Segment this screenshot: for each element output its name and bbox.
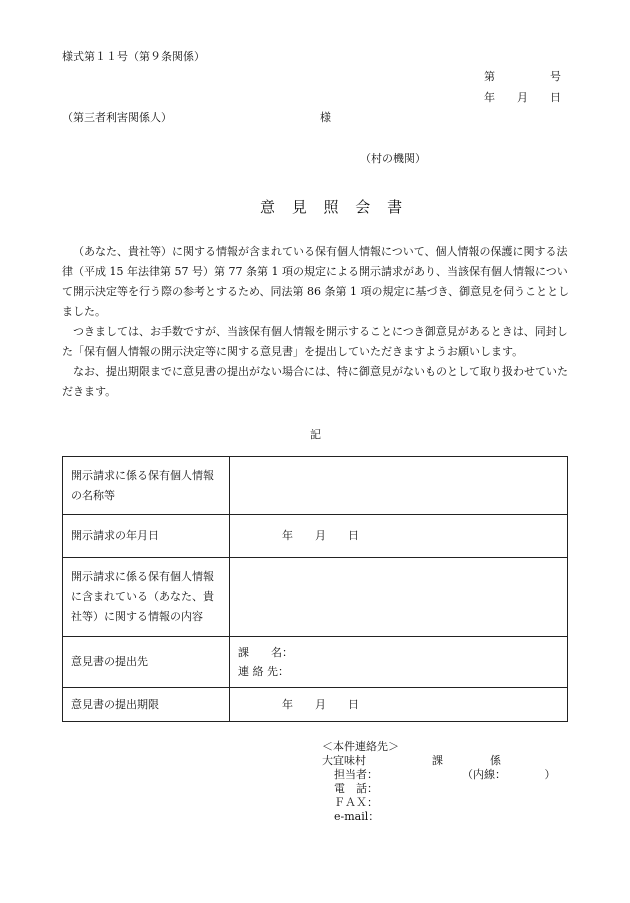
submission-deadline-label: 意見書の提出期限 bbox=[63, 688, 230, 722]
submission-destination-value bbox=[230, 637, 568, 688]
contact-tanto: 担当者： bbox=[334, 768, 378, 781]
table-row bbox=[63, 637, 568, 688]
submission-destination-label: 意見書の提出先 bbox=[63, 637, 230, 688]
body-text bbox=[62, 242, 570, 402]
document-number: 第 号 bbox=[484, 70, 561, 83]
contact-fax: ＦＡＸ： bbox=[334, 796, 378, 809]
recipient-honorific: 様 bbox=[320, 111, 331, 124]
body-paragraph-1: （あなた、貴社等）に関する情報が含まれている保有個人情報について、個人情報の保護に関する法律（平成 15 年法律第 57 号）第 77 条第 1 項の規定による開示請求があり、当該保有個人情報について開示決定等を行う際の参考とするため、同法第 86 条第 1 項の規定に基づき、御意見を伺うこととしました。 bbox=[62, 245, 570, 318]
contact-ka: 課 bbox=[432, 754, 443, 767]
table-row bbox=[63, 558, 568, 637]
recipient-label: （第三者利害関係人） bbox=[62, 111, 172, 124]
request-date-value: 年 月 日 bbox=[230, 515, 568, 558]
contact-block bbox=[322, 740, 556, 824]
body-paragraph-2: つきましては、お手数ですが、当該保有個人情報を開示することにつき御意見があるときは、同封した「保有個人情報の開示決定等に関する意見書」を提出していただきますようお願いします。 bbox=[62, 325, 568, 358]
info-name-label: 開示請求に係る保有個人情報の名称等 bbox=[63, 457, 230, 515]
document-title: 意 見 照 会 書 bbox=[260, 198, 409, 216]
contact-line: 連 絡 先： bbox=[238, 665, 289, 678]
table-row bbox=[63, 457, 568, 515]
submission-deadline-value: 年 月 日 bbox=[230, 688, 568, 722]
table-row bbox=[63, 688, 568, 722]
form-number: 様式第１１号（第９条関係） bbox=[62, 50, 205, 63]
table-row bbox=[63, 515, 568, 558]
contact-village: 大宜味村 bbox=[322, 754, 366, 767]
info-content-value bbox=[230, 558, 568, 637]
request-details-table bbox=[62, 456, 568, 722]
ki-heading: 記 bbox=[310, 428, 321, 441]
request-date-label: 開示請求の年月日 bbox=[63, 515, 230, 558]
contact-tel: 電 話： bbox=[334, 782, 378, 795]
contact-email: e-mail： bbox=[334, 810, 380, 823]
contact-header: ＜本件連絡先＞ bbox=[322, 740, 399, 753]
contact-village-row bbox=[322, 754, 501, 768]
contact-tanto-row bbox=[322, 768, 556, 782]
body-paragraph-3: なお、提出期限までに意見書の提出がない場合には、特に御意見がないものとして取り扱わせていただきます。 bbox=[62, 365, 568, 398]
contact-kakari: 係 bbox=[490, 754, 501, 767]
info-name-value bbox=[230, 457, 568, 515]
contact-naisen: （内線： ） bbox=[462, 768, 556, 781]
document-date: 年 月 日 bbox=[484, 91, 561, 104]
sender-label: （村の機関） bbox=[360, 152, 426, 165]
section-name-line: 課 名： bbox=[238, 646, 293, 659]
info-content-label: 開示請求に係る保有個人情報に含まれている（あなた、貴社等）に関する情報の内容 bbox=[63, 558, 230, 637]
